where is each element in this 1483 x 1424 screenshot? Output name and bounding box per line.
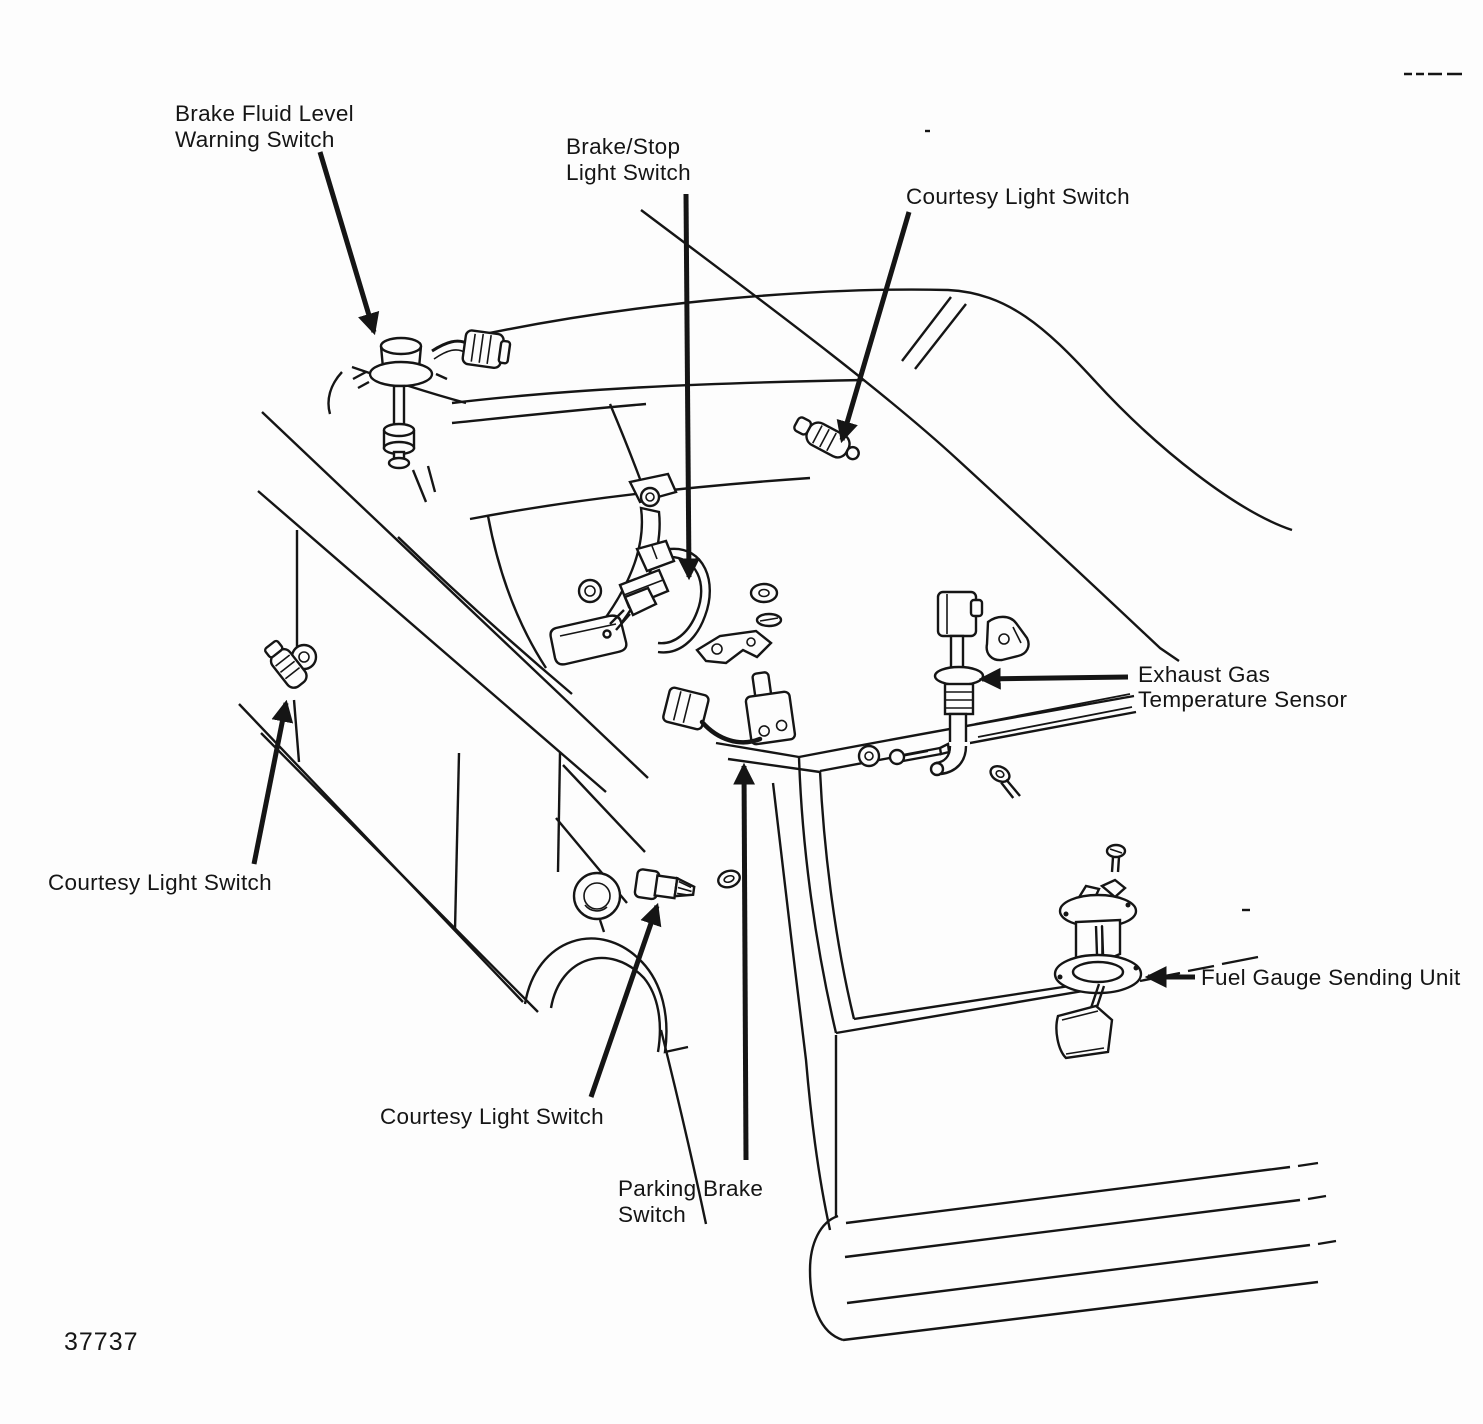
arrow-brake-stop-switch	[686, 194, 689, 577]
label-exhaust-gas-sensor-line2: Temperature Sensor	[1138, 687, 1348, 712]
courtesy-light-switch-bottom-drawing	[574, 868, 742, 932]
label-courtesy-switch-bottom: Courtesy Light Switch	[380, 1104, 604, 1129]
courtesy-light-switch-top-drawing	[791, 413, 864, 467]
label-exhaust-gas-sensor-line1: Exhaust Gas	[1138, 662, 1271, 687]
figure-number: 37737	[64, 1328, 139, 1356]
bumper	[810, 1216, 843, 1340]
label-brake-stop-switch-line1: Brake/Stop	[566, 134, 681, 159]
pedal-pad	[551, 616, 627, 665]
exhaust-gas-temperature-sensor-drawing	[859, 592, 1029, 800]
door-jamb-boss	[574, 873, 620, 919]
arrow-courtesy-top	[842, 212, 909, 440]
sensor-clamp	[987, 617, 1029, 660]
label-courtesy-switch-top: Courtesy Light Switch	[906, 184, 1130, 209]
arrow-brake-fluid-switch	[320, 152, 374, 332]
label-parking-brake-line1: Parking Brake	[618, 1176, 764, 1201]
arrow-courtesy-bottom	[591, 906, 657, 1097]
brake-fluid-level-switch-drawing	[353, 330, 511, 502]
mounting-bracket	[697, 631, 771, 663]
wheel-arch	[525, 939, 688, 1052]
label-brake-fluid-switch-line1: Brake Fluid Level	[175, 101, 354, 126]
arrow-exhaust-gas-sensor	[982, 677, 1128, 679]
arrow-courtesy-left	[254, 703, 286, 864]
courtesy-light-switch-left-drawing	[262, 638, 316, 691]
label-brake-stop-switch-line2: Light Switch	[566, 160, 691, 185]
parking-brake-switch-drawing	[662, 584, 795, 745]
label-fuel-gauge-unit: Fuel Gauge Sending Unit	[1201, 965, 1461, 990]
label-parking-brake-line2: Switch	[618, 1202, 687, 1227]
label-brake-fluid-switch-line2: Warning Switch	[175, 127, 335, 152]
label-courtesy-switch-left: Courtesy Light Switch	[48, 870, 272, 895]
fuel-gauge-sending-unit-drawing	[1055, 845, 1141, 1058]
arrow-parking-brake	[744, 766, 746, 1160]
pillar-inner-line	[641, 210, 1179, 661]
